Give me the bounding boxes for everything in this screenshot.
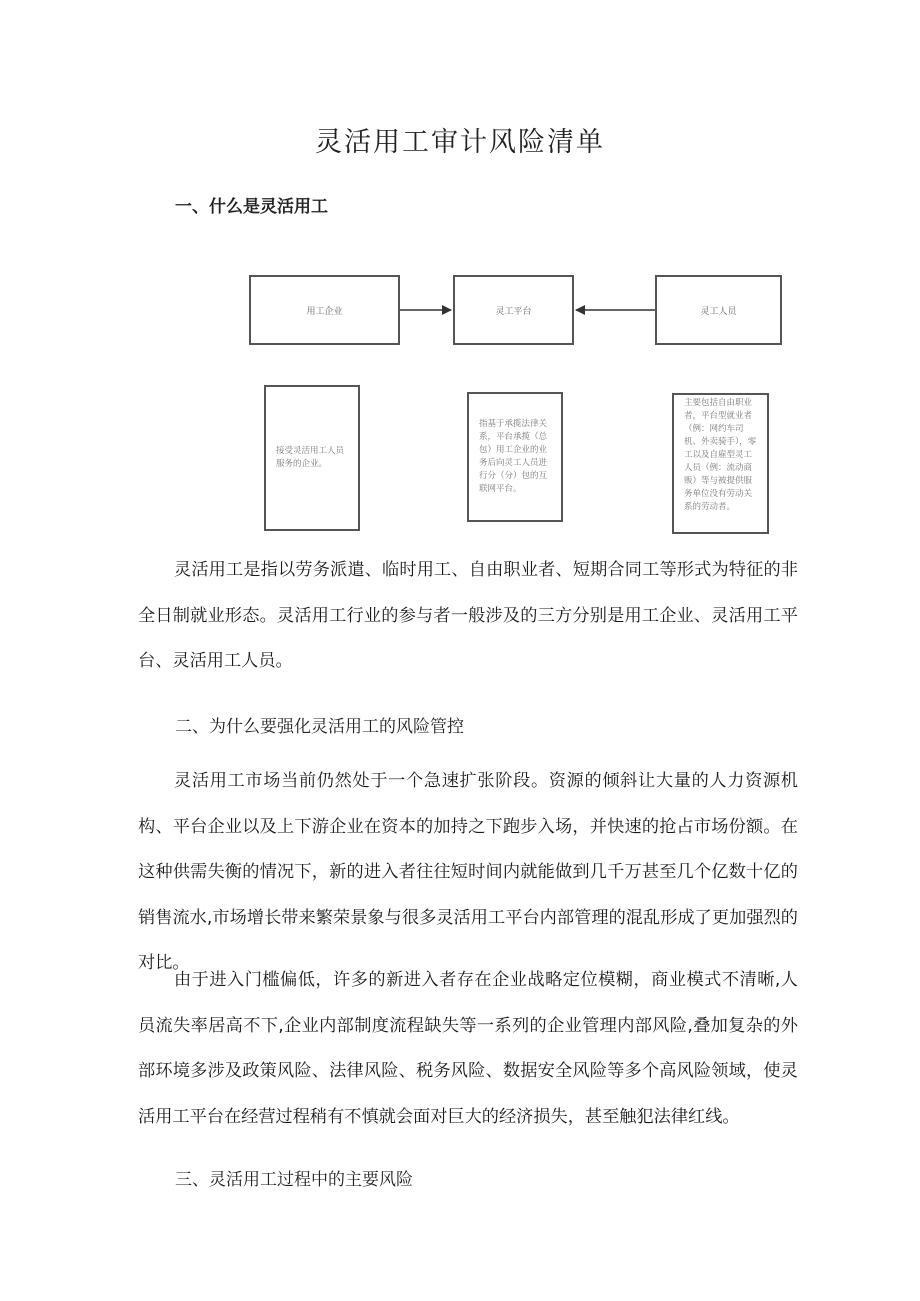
section-heading-what-is: 一、什么是灵活用工: [175, 197, 328, 217]
enterprise-description: 接受灵活用工人员服务的企业。: [276, 446, 345, 469]
platform-description: 指基于承揽法律关系，平台承揽（总包）用工企业的业务后向灵工人员进行分（分）包的互联网平台。: [479, 419, 548, 494]
worker-description-box: [672, 393, 769, 534]
enterprise-box-label: 用工企业: [306, 306, 343, 317]
paragraph-market-expansion: 灵活用工市场当前仍然处于一个急速扩张阶段。资源的倾斜让大量的人力资源机构、平台企业以及上下游企业在资本的加持之下跑步入场，并快速的抢占市场份额。在这种供需失衡的情况下，新的进入者往往短时间内就能做到几千万甚至几个亿数十亿的销售流水,市场增长带来繁荣景象与很多灵活用工平台内部管理的混乱形成了更加强烈的对比。: [138, 771, 798, 973]
paragraph-risk-factors: 由于进入门槛偏低，许多的新进入者存在企业战略定位模糊，商业模式不清晰,人员流失率居高不下,企业内部制度流程缺失等一系列的企业管理内部风险,叠加复杂的外部环境多涉及政策风险、法律风险、税务风险、数据安全风险等多个高风险领域，使灵活用工平台在经营过程稍有不慎就会面对巨大的经济损失，甚至触犯法律红线。: [138, 970, 798, 1127]
worker-box: [655, 275, 782, 345]
platform-box-label: 灵工平台: [495, 306, 532, 317]
platform-description-box: [467, 392, 563, 522]
enterprise-description-box: [264, 385, 360, 531]
worker-description: 主要包括自由职业者，平台型就业者（例：网约车司机、外卖骑手），零工以及自雇型灵工人员（例：流动商贩）等与被提供服务单位没有劳动关系的劳动者。: [684, 398, 757, 512]
section-heading-why-control: 二、为什么要强化灵活用工的风险管控: [175, 717, 464, 737]
enterprise-box: [249, 275, 400, 345]
document-title: 灵活用工审计风险清单: [315, 127, 605, 158]
platform-box: [453, 275, 574, 345]
section-heading-main-risks: 三、灵活用工过程中的主要风险: [175, 1170, 413, 1190]
paragraph-definition: 灵活用工是指以劳务派遣、临时用工、自由职业者、短期合同工等形式为特征的非全日制就业形态。灵活用工行业的参与者一般涉及的三方分别是用工企业、灵活用工平台、灵活用工人员。: [138, 560, 798, 671]
worker-box-label: 灵工人员: [700, 306, 737, 317]
